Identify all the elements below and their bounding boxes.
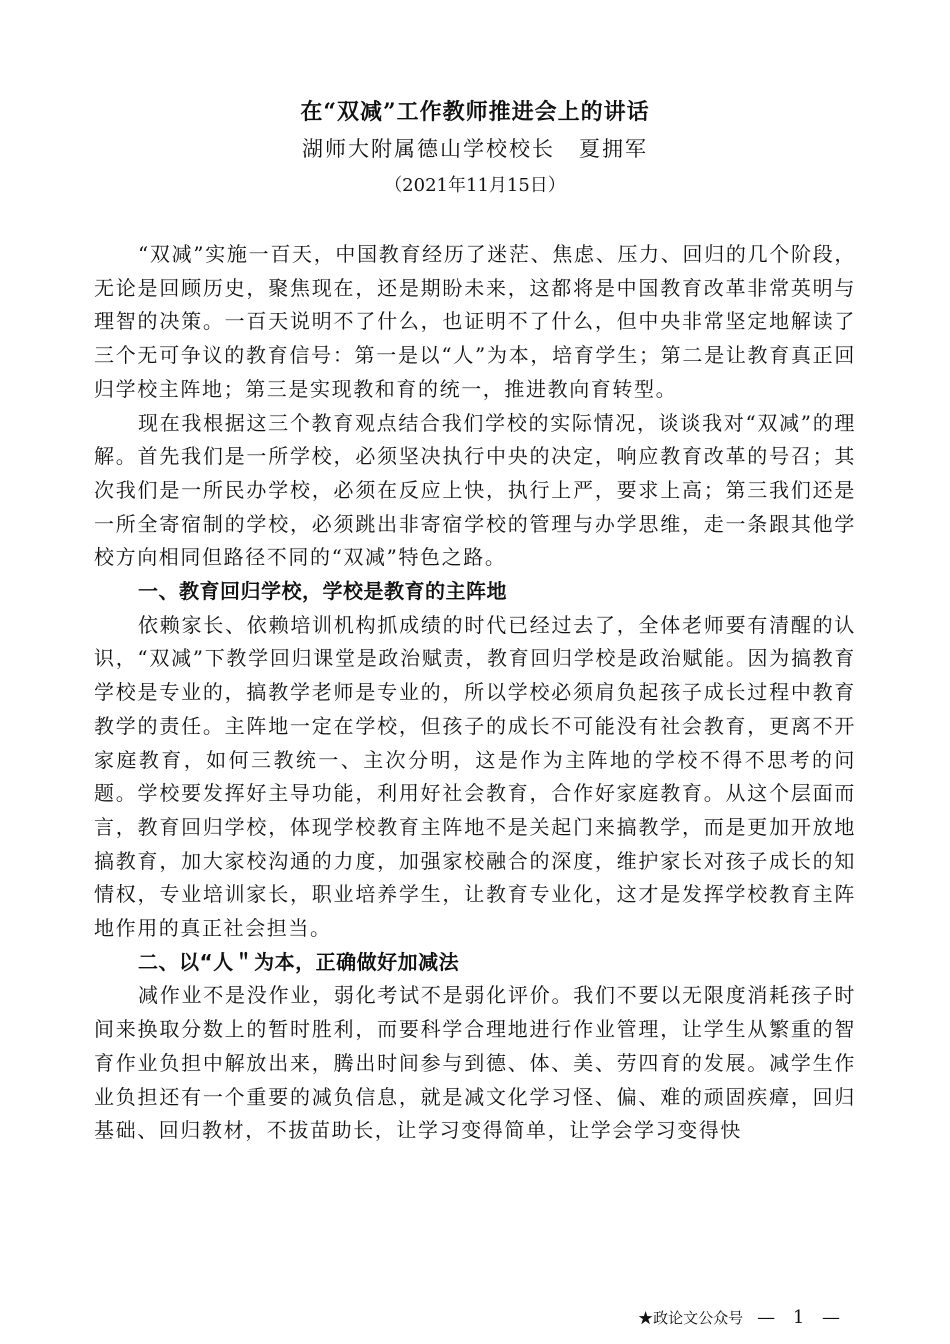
page-footer <box>638 1306 846 1330</box>
speech-date: （2021年11月15日） <box>384 175 566 196</box>
author-role: 湖师大附属德山学校校长 <box>302 137 555 161</box>
section-heading-2: 二、以“人＂为本，正确做好加减法 <box>138 949 460 974</box>
author-line <box>0 134 950 164</box>
paragraph-4: 减作业不是没作业，弱化考试不是弱化评价。我们不要以无限度消耗孩子时间来换取分数上的暂时胜利，而要科学合理地进行作业管理，让学生从繁重的智育作业负担中解放出来，腾出时间参与到德、体、美、劳四育的发展。减学生作业负担还有一个重要的减负信息，就是减文化学习怪、偏、难的顽固疾瘴，回归基础、回归教材，不拔苗助长，让学习变得简单，让学会学习变得快 <box>94 983 856 1143</box>
paragraph-2: 现在我根据这三个教育观点结合我们学校的实际情况，谈谈我对“双减”的理解。首先我们是一所学校，必须坚决执行中央的决定，响应教育改革的号召；其次我们是一所民办学校，必须在反应上快，执行上严，要求上高；第三我们还是一所全寄宿制的学校，必须跳出非寄宿学校的管理与办学思维，走一条跟其他学校方向相同但路径不同的“双减”特色之路。 <box>94 410 856 570</box>
document-body <box>94 238 856 1148</box>
author-name: 夏拥军 <box>579 137 648 161</box>
paragraph-3: 依赖家长、依赖培训机构抓成绩的时代已经过去了，全体老师要有清醒的认识，“双减”下教学回归课堂是政治赋责，教育回归学校是政治赋能。因为搞教育学校是专业的，搞教学老师是专业的，所以学校必须肩负起孩子成长过程中教育教学的责任。主阵地一定在学校，但孩子的成长不可能没有社会教育，更离不开家庭教育，如何三教统一、主次分明，这是作为主阵地的学校不得不思考的问题。学校要发挥好主导功能，利用好社会教育，合作好家庭教育。从这个层面而言，教育回归学校，体现学校教育主阵地不是关起门来搞教学，而是更加开放地搞教育，加大家校沟通的力度，加强家校融合的深度，维护家长对孩子成长的知情权，专业培训家长，职业培养学生，让教育专业化，这才是发挥学校教育主阵地作用的真正社会担当。 <box>94 612 856 941</box>
page-number: — 1 — <box>757 1307 846 1328</box>
document-title: 在“双减”工作教师推进会上的讲话 <box>300 99 650 125</box>
section-heading-1: 一、教育回归学校，学校是教育的主阵地 <box>138 579 507 604</box>
footer-source: ★政论文公众号 <box>638 1309 744 1327</box>
paragraph-1: “双减”实施一百天，中国教育经历了迷茫、焦虑、压力、回归的几个阶段，无论是回顾历史，聚焦现在，还是期盼未来，这都将是中国教育改革非常英明与理智的决策。一百天说明不了什么，也证明不了什么，但中央非常坚定地解读了三个无可争议的教育信号：第一是以“人”为本，培育学生；第二是让教育真正回归学校主阵地；第三是实现教和育的统一，推进教向育转型。 <box>94 242 856 401</box>
